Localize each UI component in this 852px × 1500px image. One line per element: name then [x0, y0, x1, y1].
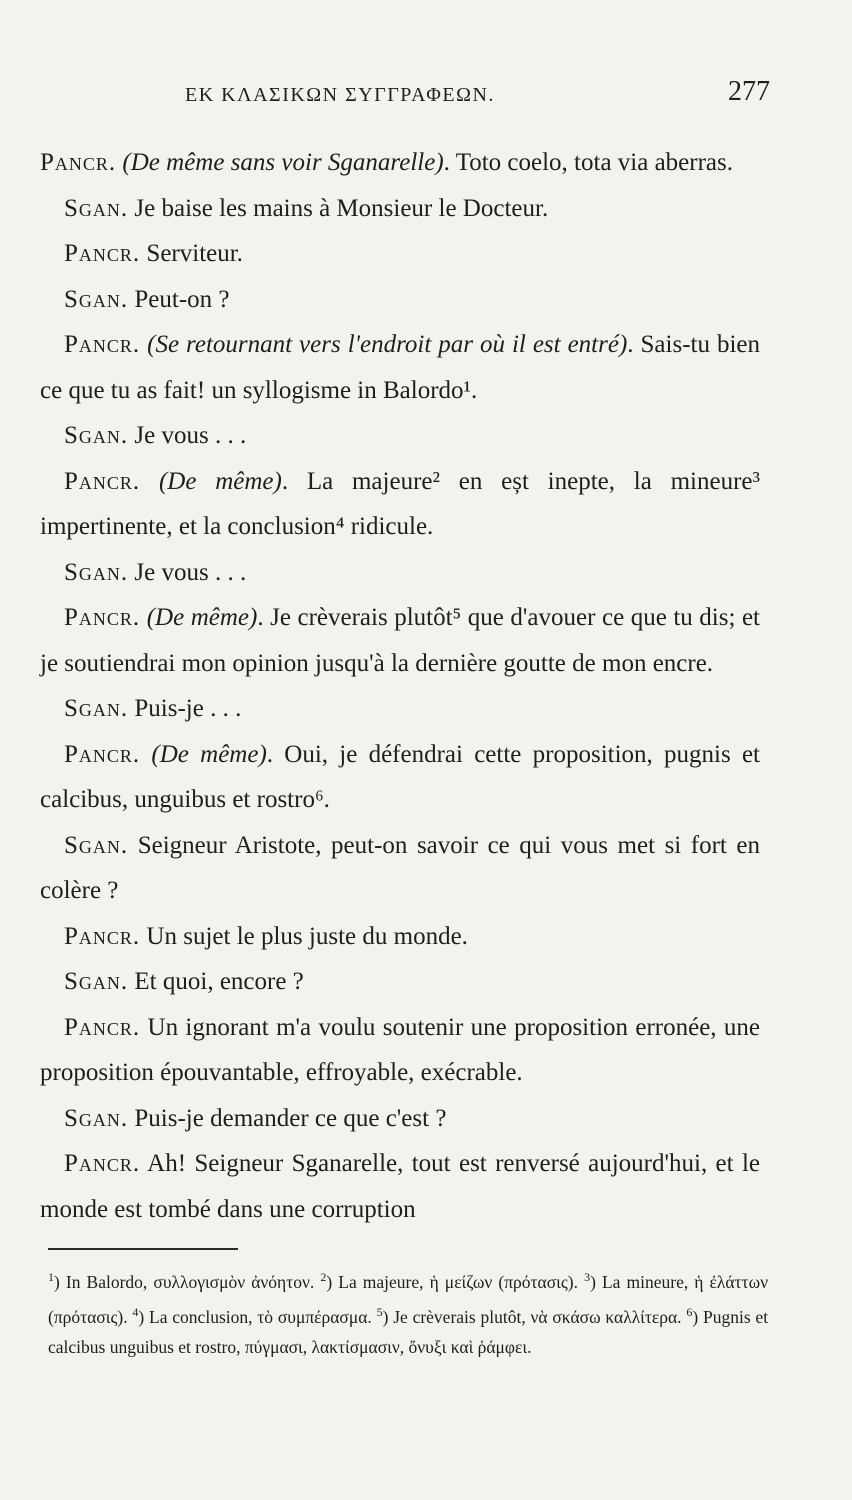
dialogue-line: [40, 1005, 760, 1096]
speaker-name: Pancr.: [40, 149, 117, 176]
footnote-mark: 1: [48, 1270, 54, 1284]
page-header: [40, 76, 770, 124]
running-title: ΕΚ ΚΛΑΣΙΚΩΝ ΣΥΓΓΡΑΦΕΩΝ.: [185, 84, 495, 106]
speech: Puis-je demander ce que c'est ?: [134, 1104, 447, 1132]
speaker-name: Sgan.: [64, 194, 129, 222]
footnote-mark: 2: [320, 1270, 327, 1284]
speech: Peut-on ?: [134, 285, 230, 313]
speaker-name: Pancr.: [64, 1013, 141, 1041]
dialogue-line: [40, 823, 760, 914]
footnote-mark: 4: [132, 1304, 139, 1319]
footnote: $^1$) In Balordo, συλλογισμὸν ἀνόητον.: [48, 1270, 315, 1292]
footnote-text: La mineure, ἡ ἐλάττων (πρότασις).: [48, 1271, 769, 1327]
speech: Ah! Seigneur Sganarelle, tout est renversé aujourd'hui, et le monde est tombé dans une corruption: [40, 1150, 761, 1223]
footnote: $^4$) La conclusion, τὸ συμπέρασμα.: [132, 1304, 372, 1327]
speech: . Je crèverais plutôt⁵ que d'avouer ce que tu dis; et je soutiendrai mon opinion jusqu'à la dernière goutte de mon encre.: [40, 604, 760, 677]
footnote: $^3$) La mineure, ἡ ἐλάττων (πρότασις).: [48, 1270, 769, 1327]
speech: Je vous . . .: [134, 558, 247, 586]
speech: . Toto coelo, tota via aberras.: [443, 149, 733, 176]
speaker-name: Sgan.: [64, 422, 129, 449]
footnote-text: La conclusion, τὸ συμπέρασμα.: [149, 1306, 372, 1327]
dialogue-line: [40, 186, 760, 232]
dialogue-line: [40, 413, 760, 459]
speech: Puis-je . . .: [134, 695, 242, 722]
speaker-name: Sgan.: [64, 285, 129, 313]
footnote-mark: 3: [584, 1270, 591, 1284]
dialogue-line: [40, 550, 760, 596]
speech: Un sujet le plus juste du monde.: [146, 922, 468, 950]
speech: Je baise les mains à Monsieur le Docteur.: [134, 194, 549, 222]
speech: Seigneur Aristote, peut-on savoir ce qui vous met si fort en colère ?: [40, 831, 761, 904]
speaker-name: Pancr.: [64, 467, 141, 495]
speaker-name: Pancr.: [64, 604, 141, 631]
stage-direction: (De même sans voir Sganarelle): [122, 149, 444, 176]
speaker-name: Pancr.: [64, 240, 141, 267]
footnote-mark: 5: [376, 1304, 383, 1319]
dialogue-text: [40, 140, 760, 1232]
speaker-name: Pancr.: [64, 1150, 141, 1177]
speaker-name: Pancr.: [64, 922, 141, 950]
speaker-name: Pancr.: [64, 331, 141, 358]
speaker-name: Pancr.: [64, 740, 141, 768]
stage-direction: (De même): [151, 740, 267, 768]
dialogue-line: [40, 277, 760, 323]
speech: Un ignorant m'a voulu soutenir une proposition erronée, une proposition épouvantable, effroyable, exécrable.: [40, 1013, 760, 1086]
footnote-mark: 6: [686, 1304, 693, 1319]
dialogue-line: [40, 459, 760, 550]
dialogue-line: [40, 322, 760, 413]
speech: Et quoi, encore ?: [134, 968, 304, 995]
speaker-name: Sgan.: [64, 831, 129, 859]
footnote-divider: [48, 1248, 238, 1250]
stage-direction: (Se retournant vers l'endroit par où il est entré): [147, 331, 628, 358]
stage-direction: (De même): [158, 467, 282, 495]
speech: . La majeure² en eșt inepte, la mineure³ impertinente, et la conclusion⁴ ridicule.: [40, 467, 761, 540]
speech: Je vous . . .: [134, 422, 247, 449]
footnote: $^6$) Pugnis et calcibus unguibus et rostro, πύγμασι, λακτίσμασιν, ὄνυξι καὶ ῥάμφει.: [48, 1304, 769, 1357]
dialogue-line: [40, 732, 760, 823]
speaker-name: Sgan.: [64, 968, 129, 995]
footnotes: [48, 1262, 768, 1362]
dialogue-line: [40, 959, 760, 1005]
dialogue-line: [40, 1096, 760, 1142]
footnote-text: La majeure, ἡ μείζων (πρότασις).: [338, 1271, 578, 1292]
footnote-text: In Balordo, συλλογισμὸν ἀνόητον.: [65, 1271, 315, 1292]
dialogue-line: [40, 686, 760, 732]
footnote-text: Pugnis et calcibus unguibus et rostro, πύγμασι, λακτίσμασιν, ὄνυξι καὶ ῥάμφει.: [48, 1306, 769, 1357]
footnote-text: Je crèverais plutôt, νὰ σκάσω καλλίτερα.: [393, 1306, 682, 1327]
dialogue-line: [40, 914, 760, 960]
speech: Serviteur.: [146, 240, 243, 267]
speech: . Oui, je défendrai cette proposition, pugnis et calcibus, unguibus et rostro⁶.: [40, 740, 760, 813]
speaker-name: Sgan.: [64, 558, 129, 586]
footnote: $^5$) Je crèverais plutôt, νὰ σκάσω καλλίτερα.: [376, 1304, 682, 1327]
stage-direction: (De même): [146, 604, 258, 631]
speaker-name: Sgan.: [64, 1104, 129, 1132]
dialogue-line: [40, 140, 760, 186]
speaker-name: Sgan.: [64, 695, 129, 722]
dialogue-line: [40, 595, 760, 686]
footnote: $^2$) La majeure, ἡ μείζων (πρότασις).: [320, 1270, 578, 1292]
page-number: 277: [728, 76, 770, 107]
dialogue-line: [40, 1141, 760, 1232]
dialogue-line: [40, 231, 760, 277]
speech: . Sais-tu bien ce que tu as fait! un syllogisme in Balordo¹.: [40, 331, 760, 404]
